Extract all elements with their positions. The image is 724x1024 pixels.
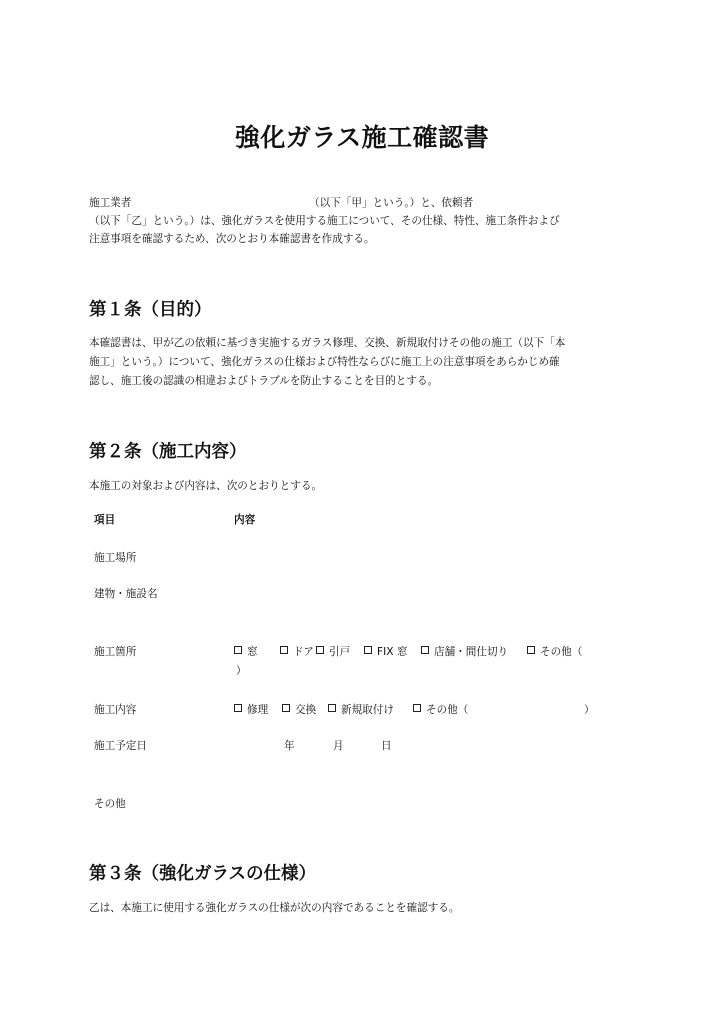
checkbox-icon bbox=[234, 704, 242, 712]
contractor-label: 施工業者 bbox=[89, 197, 132, 209]
column-header-item: 項目 bbox=[94, 514, 116, 526]
article1-line: 本確認書は、甲が乙の依頼に基づき実施するガラス修理、交換、新規取付けその他の施工（以下「本 bbox=[89, 337, 566, 349]
checkbox-icon bbox=[413, 704, 421, 712]
row-label-location: 施工箇所 bbox=[94, 646, 137, 658]
article3-heading: 第３条（強化ガラスの仕様） bbox=[89, 864, 316, 884]
date-year-label: 年 bbox=[284, 740, 295, 752]
column-header-content: 内容 bbox=[234, 514, 256, 526]
location-option-fix-window[interactable]: FIX 窓 bbox=[364, 644, 407, 659]
location-other-close: ） bbox=[236, 665, 247, 677]
location-option-sliding-door[interactable]: 引戸 bbox=[316, 644, 350, 659]
checkbox-icon bbox=[328, 704, 336, 712]
article2-heading: 第２条（施工内容） bbox=[89, 442, 247, 462]
article1-line: 認し、施工後の認識の相違およびトラブルを防止することを目的とする。 bbox=[89, 375, 439, 387]
date-month-label: 月 bbox=[333, 740, 344, 752]
checkbox-icon bbox=[364, 646, 372, 654]
checkbox-icon bbox=[280, 646, 288, 654]
date-day-label: 日 bbox=[381, 740, 392, 752]
row-label-building: 建物・施設名 bbox=[94, 588, 158, 600]
row-label-other: その他 bbox=[94, 798, 126, 810]
article1-line: 施工」という。）について、強化ガラスの仕様および特性ならびに施工上の注意事項をあらかじめ確 bbox=[89, 356, 560, 368]
checkbox-icon bbox=[527, 646, 535, 654]
article1-body bbox=[89, 334, 649, 391]
checkbox-icon bbox=[316, 646, 324, 654]
content-option-replace[interactable]: 交換 bbox=[282, 702, 316, 717]
location-option-other[interactable]: その他（ bbox=[527, 644, 582, 659]
checkbox-icon bbox=[421, 646, 429, 654]
content-option-new-install[interactable]: 新規取付け bbox=[328, 702, 394, 717]
content-other-close: ） bbox=[584, 704, 595, 716]
checkbox-icon bbox=[234, 646, 242, 654]
article3-lead: 乙は、本施工に使用する強化ガラスの仕様が次の内容であることを確認する。 bbox=[89, 902, 460, 914]
intro-line3: 注意事項を確認するため、次のとおり本確認書を作成する。 bbox=[89, 233, 375, 245]
location-option-shop-partition[interactable]: 店舗・間仕切り bbox=[421, 644, 508, 659]
location-option-door[interactable]: ドア bbox=[280, 644, 314, 659]
article1-heading: 第１条（目的） bbox=[89, 300, 212, 320]
row-label-schedule: 施工予定日 bbox=[94, 740, 147, 752]
intro-line1-right: （以下「甲」という。）と、依頼者 bbox=[309, 197, 474, 209]
checkbox-icon bbox=[282, 704, 290, 712]
location-option-window[interactable]: 窓 bbox=[234, 644, 258, 659]
content-option-repair[interactable]: 修理 bbox=[234, 702, 268, 717]
content-option-other[interactable]: その他（ bbox=[413, 702, 468, 717]
row-label-place: 施工場所 bbox=[94, 552, 137, 564]
row-label-content: 施工内容 bbox=[94, 704, 137, 716]
intro-line2: （以下「乙」という。）は、強化ガラスを使用する施工について、その仕様、特性、施工条件および bbox=[89, 215, 560, 227]
document-title: 強化ガラス施工確認書 bbox=[234, 123, 490, 152]
intro-paragraph bbox=[89, 194, 649, 248]
article2-lead: 本施工の対象および内容は、次のとおりとする。 bbox=[89, 480, 323, 492]
